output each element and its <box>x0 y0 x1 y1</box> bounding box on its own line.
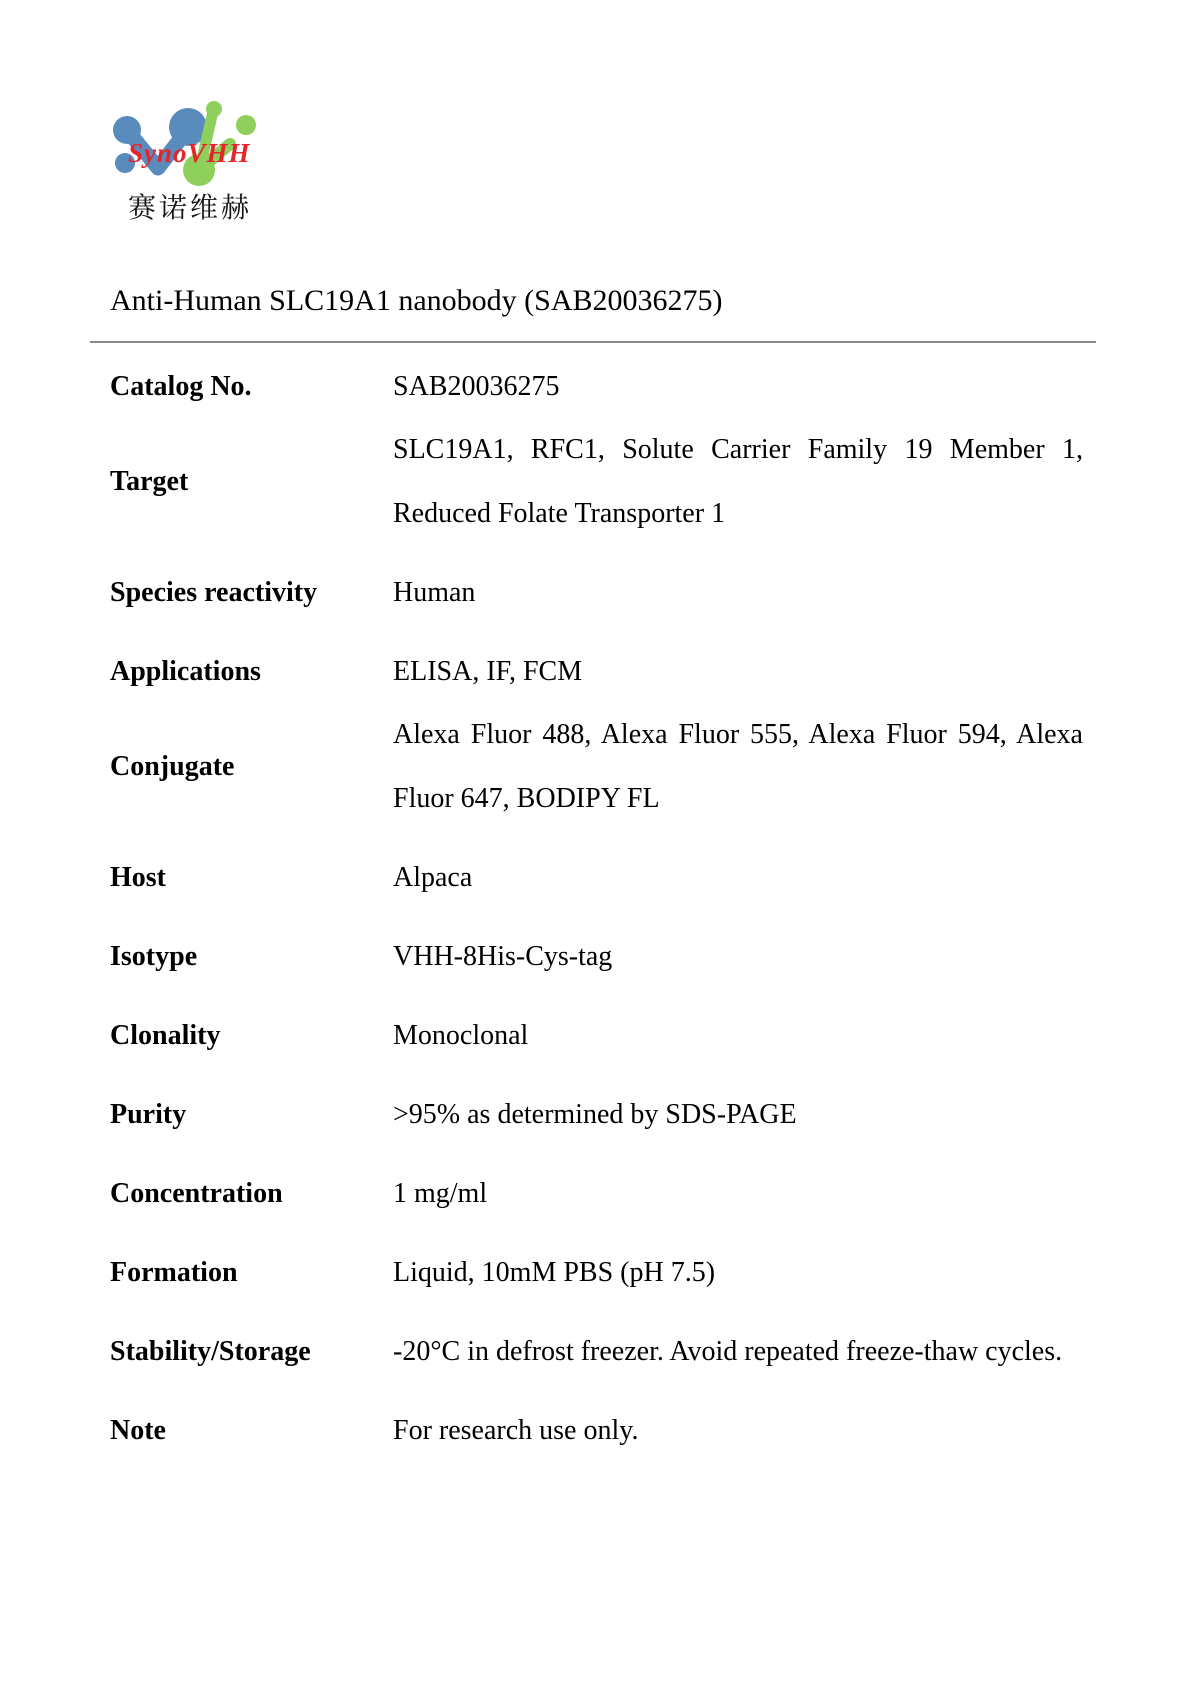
spec-value: SLC19A1, RFC1, Solute Carrier Family 19 Member 1, Reduced Folate Transporter 1 <box>393 434 1083 529</box>
spec-label: Species reactivity <box>110 577 318 608</box>
spec-label: Conjugate <box>110 751 235 782</box>
spec-row-stability-storage <box>110 1320 1095 1384</box>
spec-value: ELISA, IF, FCM <box>393 656 583 687</box>
spec-value: Liquid, 10mM PBS (pH 7.5) <box>393 1257 716 1288</box>
spec-value: Alexa Fluor 488, Alexa Fluor 555, Alexa Fluor 594, Alexa Fluor 647, BODIPY FL <box>393 719 1083 814</box>
spec-label: Purity <box>110 1099 187 1130</box>
spec-label: Note <box>110 1415 166 1446</box>
spec-row-isotype <box>110 925 1095 989</box>
spec-row-concentration <box>110 1162 1095 1226</box>
title-divider <box>90 341 1096 343</box>
spec-label: Applications <box>110 656 261 687</box>
product-title: Anti-Human SLC19A1 nanobody (SAB20036275) <box>110 284 723 317</box>
spec-row-clonality <box>110 1004 1095 1068</box>
brand-chinese-text: 赛诺维赫 <box>128 192 253 223</box>
spec-value: 1 mg/ml <box>393 1178 488 1209</box>
spec-label: Target <box>110 466 189 497</box>
spec-value: VHH-8His-Cys-tag <box>393 941 613 972</box>
spec-label: Clonality <box>110 1020 221 1051</box>
spec-value: Alpaca <box>393 862 473 893</box>
spec-table <box>110 355 1095 1478</box>
spec-label: Catalog No. <box>110 371 252 402</box>
spec-value: -20°C in defrost freezer. Avoid repeated freeze-thaw cycles. <box>393 1336 1063 1367</box>
spec-row-applications <box>110 640 1095 704</box>
spec-value: SAB20036275 <box>393 371 560 402</box>
brand-script-text: SynoVHH <box>128 138 251 168</box>
company-logo <box>95 83 265 223</box>
spec-row-target <box>110 418 1095 546</box>
spec-row-catalog-no <box>110 355 1095 419</box>
spec-row-conjugate <box>110 703 1095 831</box>
spec-row-formation <box>110 1241 1095 1305</box>
spec-row-host <box>110 846 1095 910</box>
spec-value: Human <box>393 577 476 608</box>
spec-value: Monoclonal <box>393 1020 529 1051</box>
spec-label: Host <box>110 862 166 893</box>
spec-row-note <box>110 1399 1095 1463</box>
spec-row-species-reactivity <box>110 561 1095 625</box>
spec-value: For research use only. <box>393 1415 639 1446</box>
spec-label: Concentration <box>110 1178 283 1209</box>
spec-label: Formation <box>110 1257 238 1288</box>
spec-row-purity <box>110 1083 1095 1147</box>
spec-value: >95% as determined by SDS-PAGE <box>393 1099 797 1130</box>
spec-label: Stability/Storage <box>110 1336 311 1367</box>
spec-label: Isotype <box>110 941 198 972</box>
